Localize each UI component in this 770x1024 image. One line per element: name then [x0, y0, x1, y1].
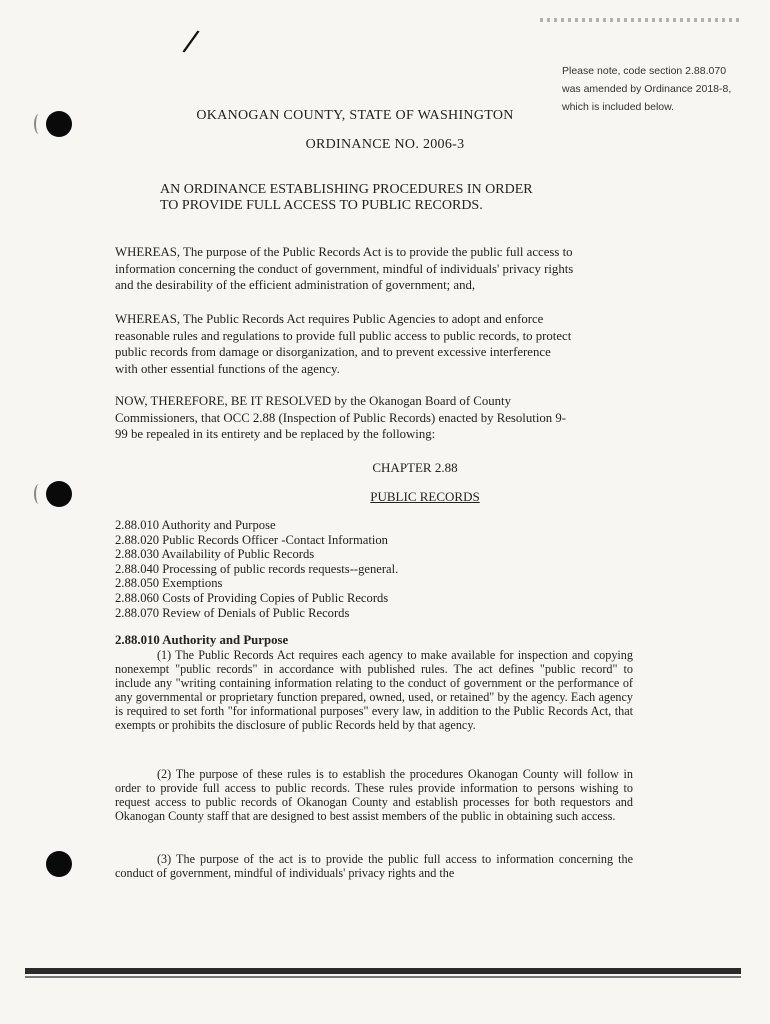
toc-item: 2.88.050 Exemptions	[115, 576, 223, 591]
text-line: Commissioners, that OCC 2.88 (Inspection of Public Records) enacted by Resolution 9-	[115, 410, 567, 425]
hole-punch-icon	[46, 851, 72, 877]
section-paragraph: (3) The purpose of the act is to provide the public full access to information concerning the conduct of government, mindful of individuals' privacy rights and the	[115, 852, 633, 880]
section-paragraph: (2) The purpose of these rules is to establish the procedures Okanogan County will follow in order to provide full access to public records. These rules provide information to persons wishing to request access to public records of Okanogan County and establish processes for both requestors and Okanogan County staff that are designed to best assist members of the public in obtaining such access.	[115, 767, 633, 823]
section-heading: 2.88.010 Authority and Purpose	[115, 633, 289, 647]
subject-line: TO PROVIDE FULL ACCESS TO PUBLIC RECORDS.	[160, 198, 483, 213]
chapter-title: PUBLIC RECORDS	[370, 489, 480, 504]
text-line: with other essential functions of the agency.	[115, 361, 340, 376]
toc-item: 2.88.030 Availability of Public Records	[115, 547, 315, 562]
note-line: was amended by Ordinance 2018-8,	[562, 83, 732, 95]
section-paragraph: (1) The Public Records Act requires each agency to make available for inspection and copying nonexempt "public records" in accordance with published rules. The act defines "public record" to include any "writing containing information relating to the conduct of government or the performance of any governmental or proprietary function prepared, owned, used, or retained" by the agency. Each agency is required to set forth "for informational purposes" every law, in addition to the Public Records Act, that exempts or prohibits the disclosure of public Records held by that agency.	[115, 648, 633, 732]
ordinance-subject	[160, 182, 533, 214]
county-heading: OKANOGAN COUNTY, STATE OF WASHINGTON	[196, 108, 514, 123]
text-line: information concerning the conduct of government, mindful of individuals' privacy rights	[115, 261, 574, 276]
subject-line: AN ORDINANCE ESTABLISHING PROCEDURES IN ORDER	[160, 182, 533, 197]
toc-item: 2.88.020 Public Records Officer -Contact Information	[115, 532, 388, 547]
ordinance-number: ORDINANCE NO. 2006-3	[305, 137, 465, 152]
toc-item: 2.88.040 Processing of public records requests--general.	[115, 561, 399, 576]
scan-edge-bar	[25, 968, 741, 974]
scan-edge-bar	[25, 976, 741, 978]
text-line: WHEREAS, The Public Records Act requires Public Agencies to adopt and enforce	[115, 312, 544, 326]
toc-item: 2.88.010 Authority and Purpose	[115, 518, 276, 532]
text-line: WHEREAS, The purpose of the Public Records Act is to provide the public full access to	[115, 245, 573, 259]
text-line: NOW, THEREFORE, BE IT RESOLVED by the Okanogan Board of County	[115, 394, 511, 408]
toc-item: 2.88.070 Review of Denials of Public Records	[115, 605, 350, 620]
resolved-paragraph	[115, 393, 635, 443]
text-line: reasonable rules and regulations to provide full public access to public records, to protect	[115, 328, 572, 343]
scan-artifact	[540, 18, 740, 22]
toc-item: 2.88.060 Costs of Providing Copies of Public Records	[115, 590, 389, 605]
text-line: and the desirability of the efficient administration of government; and,	[115, 278, 476, 292]
text-line: public records from damage or disorganization, and to prevent excessive interference	[115, 345, 551, 359]
whereas-paragraph	[115, 244, 635, 294]
pen-mark: /	[180, 23, 202, 60]
note-line: which is included below.	[562, 101, 675, 113]
whereas-paragraph	[115, 311, 635, 377]
table-of-contents	[115, 518, 398, 620]
text-line: 99 be repealed in its entirety and be replaced by the following:	[115, 427, 436, 441]
chapter-heading: CHAPTER 2.88	[372, 460, 458, 475]
note-line: Please note, code section 2.88.070	[562, 65, 727, 77]
